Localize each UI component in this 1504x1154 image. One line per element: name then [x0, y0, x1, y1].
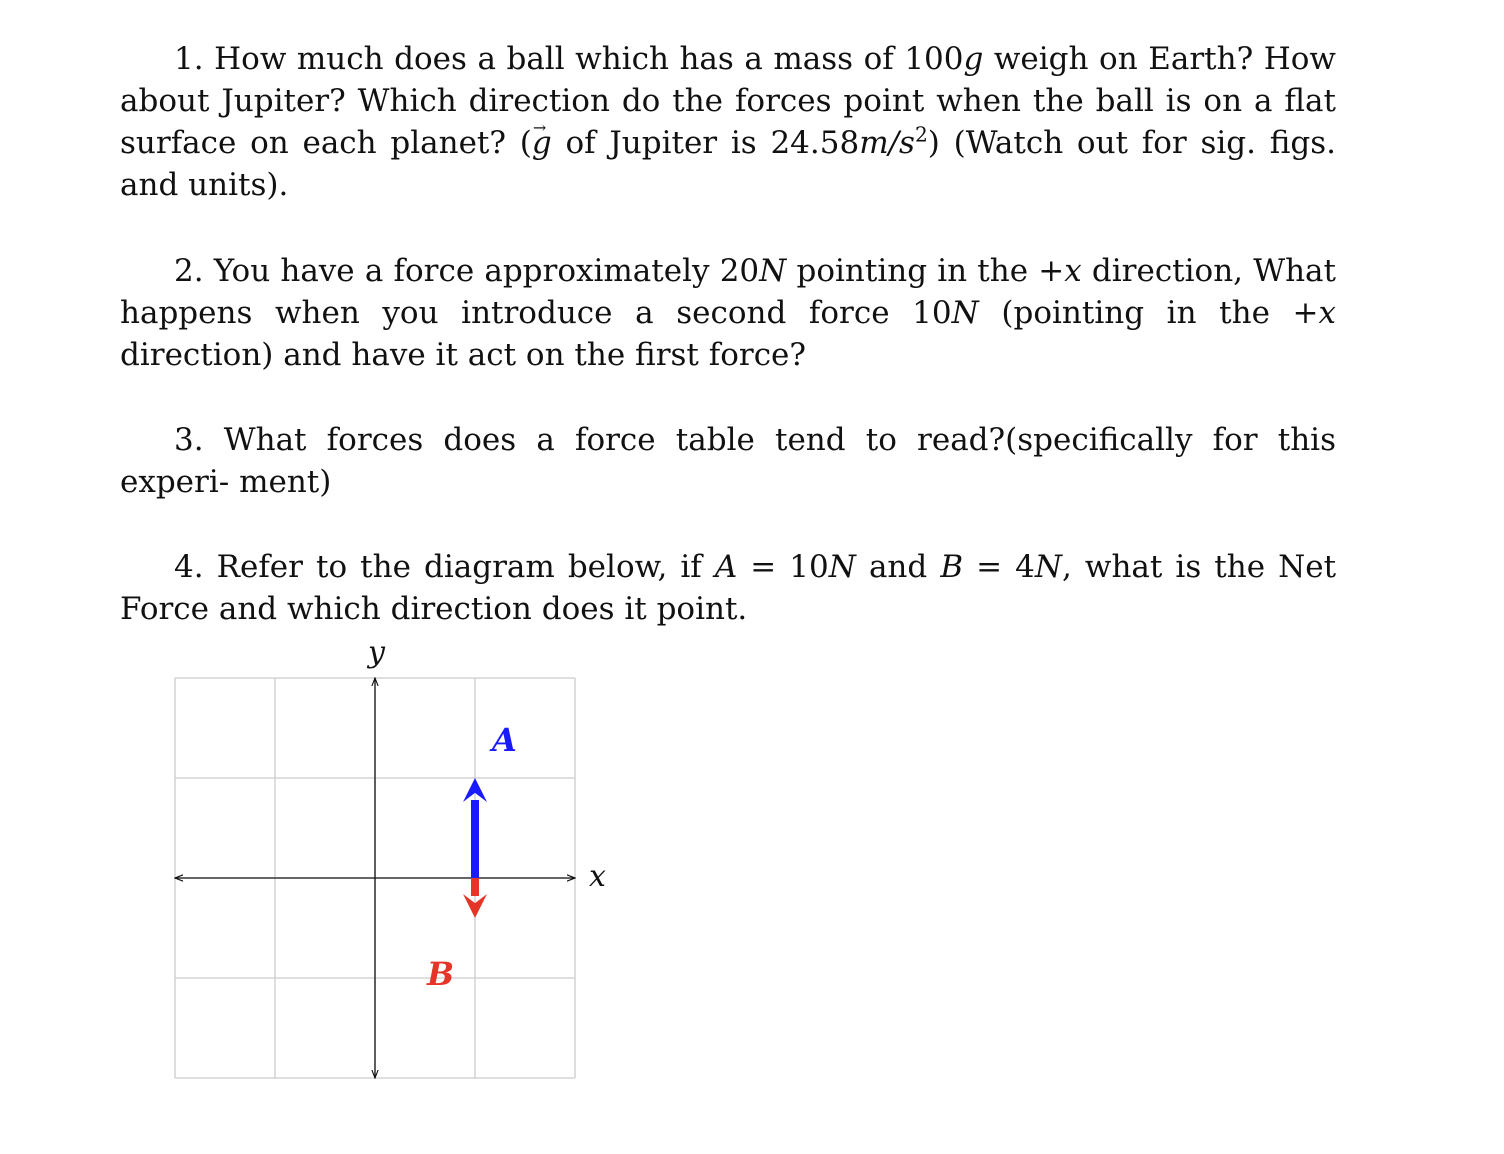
- question-text: = 10: [750, 549, 829, 585]
- question-text: ) (Watch out for sig. figs. and units).: [120, 125, 1336, 203]
- math-var: m/s: [859, 125, 915, 161]
- force-diagram: [140, 635, 620, 1095]
- question-text: You have a force approximately 20: [213, 253, 760, 289]
- math-var: N: [759, 253, 787, 289]
- math-var: A: [714, 549, 738, 585]
- math-var: g: [963, 41, 984, 77]
- y-axis-label: y: [368, 635, 385, 670]
- question-1: [120, 38, 1336, 206]
- question-2: [120, 250, 1336, 376]
- math-var: x: [1064, 253, 1082, 289]
- question-text: , what is the Net Force and which direction does it point.: [120, 549, 1337, 627]
- question-text: = 4: [976, 549, 1035, 585]
- math-var: x: [1318, 295, 1336, 331]
- question-text: direction, What happens when you introduce a second force 10: [120, 253, 1336, 331]
- question-text: direction) and have it act on the first force?: [120, 337, 807, 373]
- question-text: Refer to the diagram below, if: [216, 549, 702, 585]
- question-number: 3.: [174, 422, 204, 458]
- question-text: How much does a ball which has a mass of 100: [214, 41, 964, 77]
- x-axis-label: x: [589, 859, 606, 894]
- question-text: weigh on Earth? How about Jupiter? Which direction do the forces point when the ball is on a flat surface on each planet? (: [120, 41, 1336, 161]
- question-4: [120, 546, 1336, 630]
- math-var: N: [951, 295, 979, 331]
- math-var: N: [828, 549, 856, 585]
- vector-b-label: B: [427, 955, 455, 993]
- question-text: and: [868, 549, 928, 585]
- math-var: N: [1034, 549, 1063, 585]
- question-text: What forces does a force table tend to read?(specifically for this experi- ment): [120, 422, 1337, 500]
- question-3: [120, 419, 1336, 503]
- superscript: 2: [914, 122, 928, 147]
- vector-a-label: A: [492, 721, 517, 759]
- question-number: 4.: [174, 549, 204, 585]
- question-text: pointing in the +: [796, 253, 1065, 289]
- question-text: (pointing in the +: [1001, 295, 1319, 331]
- question-text: of Jupiter is 24.58: [565, 125, 860, 161]
- vector-g-symbol: → g: [532, 122, 552, 164]
- math-var: B: [940, 549, 964, 585]
- force-diagram-svg: [140, 635, 620, 1095]
- question-number: 1.: [174, 41, 204, 77]
- question-number: 2.: [174, 253, 204, 289]
